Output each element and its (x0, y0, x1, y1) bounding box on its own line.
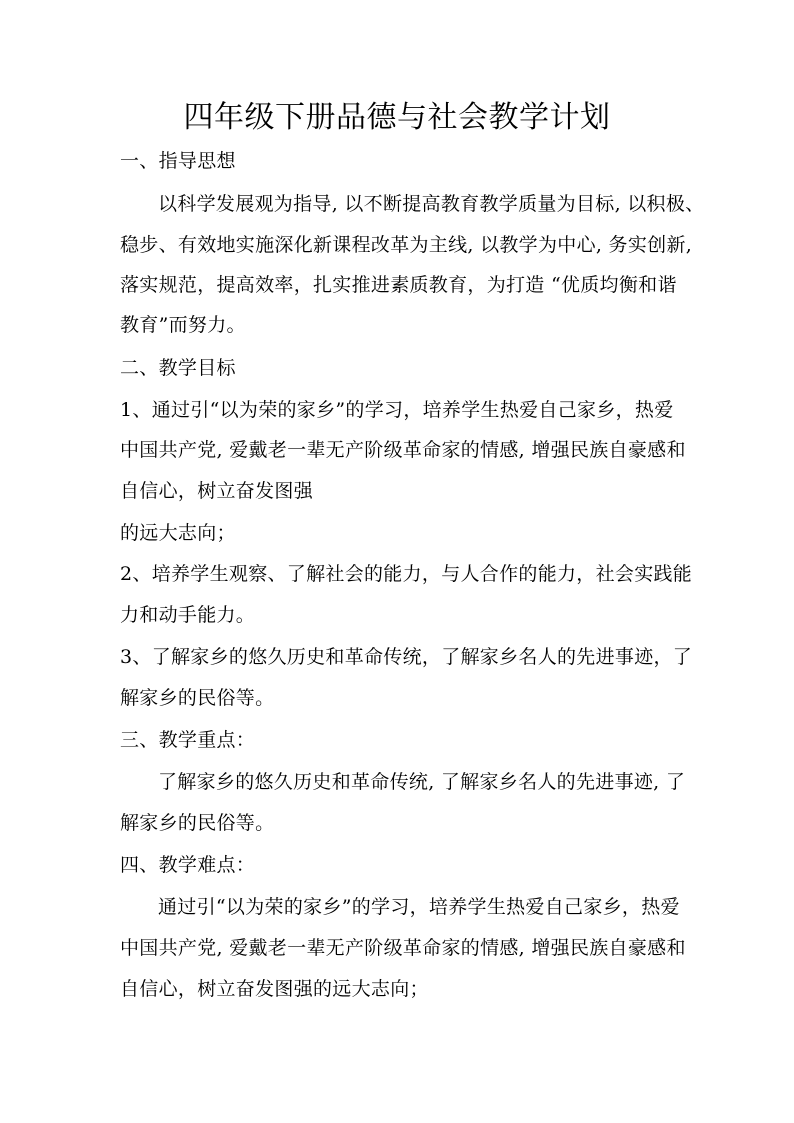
paragraph-line: 中国共产党, 爱戴老一辈无产阶级革命家的情感, 增强民族自豪感和 (120, 937, 686, 959)
page-title: 四年级下册品德与社会教学计划 (183, 100, 611, 135)
list-item-line: 1、通过引“以为荣的家乡”的学习，培养学生热爱自己家乡，热爱 (120, 399, 674, 421)
paragraph-line: 自信心，树立奋发图强的远大志向； (120, 978, 429, 1000)
list-item-line: 力和动手能力。 (120, 604, 256, 626)
list-item-line: 中国共产党, 爱戴老一辈无产阶级革命家的情感, 增强民族自豪感和 (120, 439, 686, 461)
paragraph-line: 落实规范，提高效率，扎实推进素质教育，为打造 “优质均衡和谐 (120, 274, 677, 296)
paragraph-line: 解家乡的民俗等。 (120, 812, 275, 834)
paragraph-line: 稳步、有效地实施深化新课程改革为主线, 以教学为中心, 务实创新, (120, 234, 693, 256)
paragraph-line: 教育”而努力。 (120, 314, 246, 336)
paragraph-line: 以科学发展观为指导, 以不断提高教育教学质量为目标, 以积极、 (158, 193, 705, 215)
list-item-line: 自信心，树立奋发图强 (120, 480, 314, 502)
paragraph-line: 了解家乡的悠久历史和革命传统, 了解家乡名人的先进事迹, 了 (158, 771, 686, 793)
list-item-line: 3、了解家乡的悠久历史和革命传统，了解家乡名人的先进事迹，了 (120, 646, 693, 668)
paragraph-line: 通过引“以为荣的家乡”的学习，培养学生热爱自己家乡，热爱 (158, 896, 680, 918)
section-heading-difficulties: 四、教学难点： (120, 854, 256, 876)
list-item-line: 的远大志向； (120, 522, 236, 544)
section-heading-teaching-goals: 二、教学目标 (120, 357, 236, 379)
list-item-line: 2、培养学生观察、了解社会的能力，与人合作的能力，社会实践能 (120, 563, 693, 585)
list-item-line: 解家乡的民俗等。 (120, 687, 275, 709)
section-heading-key-points: 三、教学重点： (120, 729, 256, 751)
section-heading-guiding-ideology: 一、指导思想 (120, 150, 236, 172)
